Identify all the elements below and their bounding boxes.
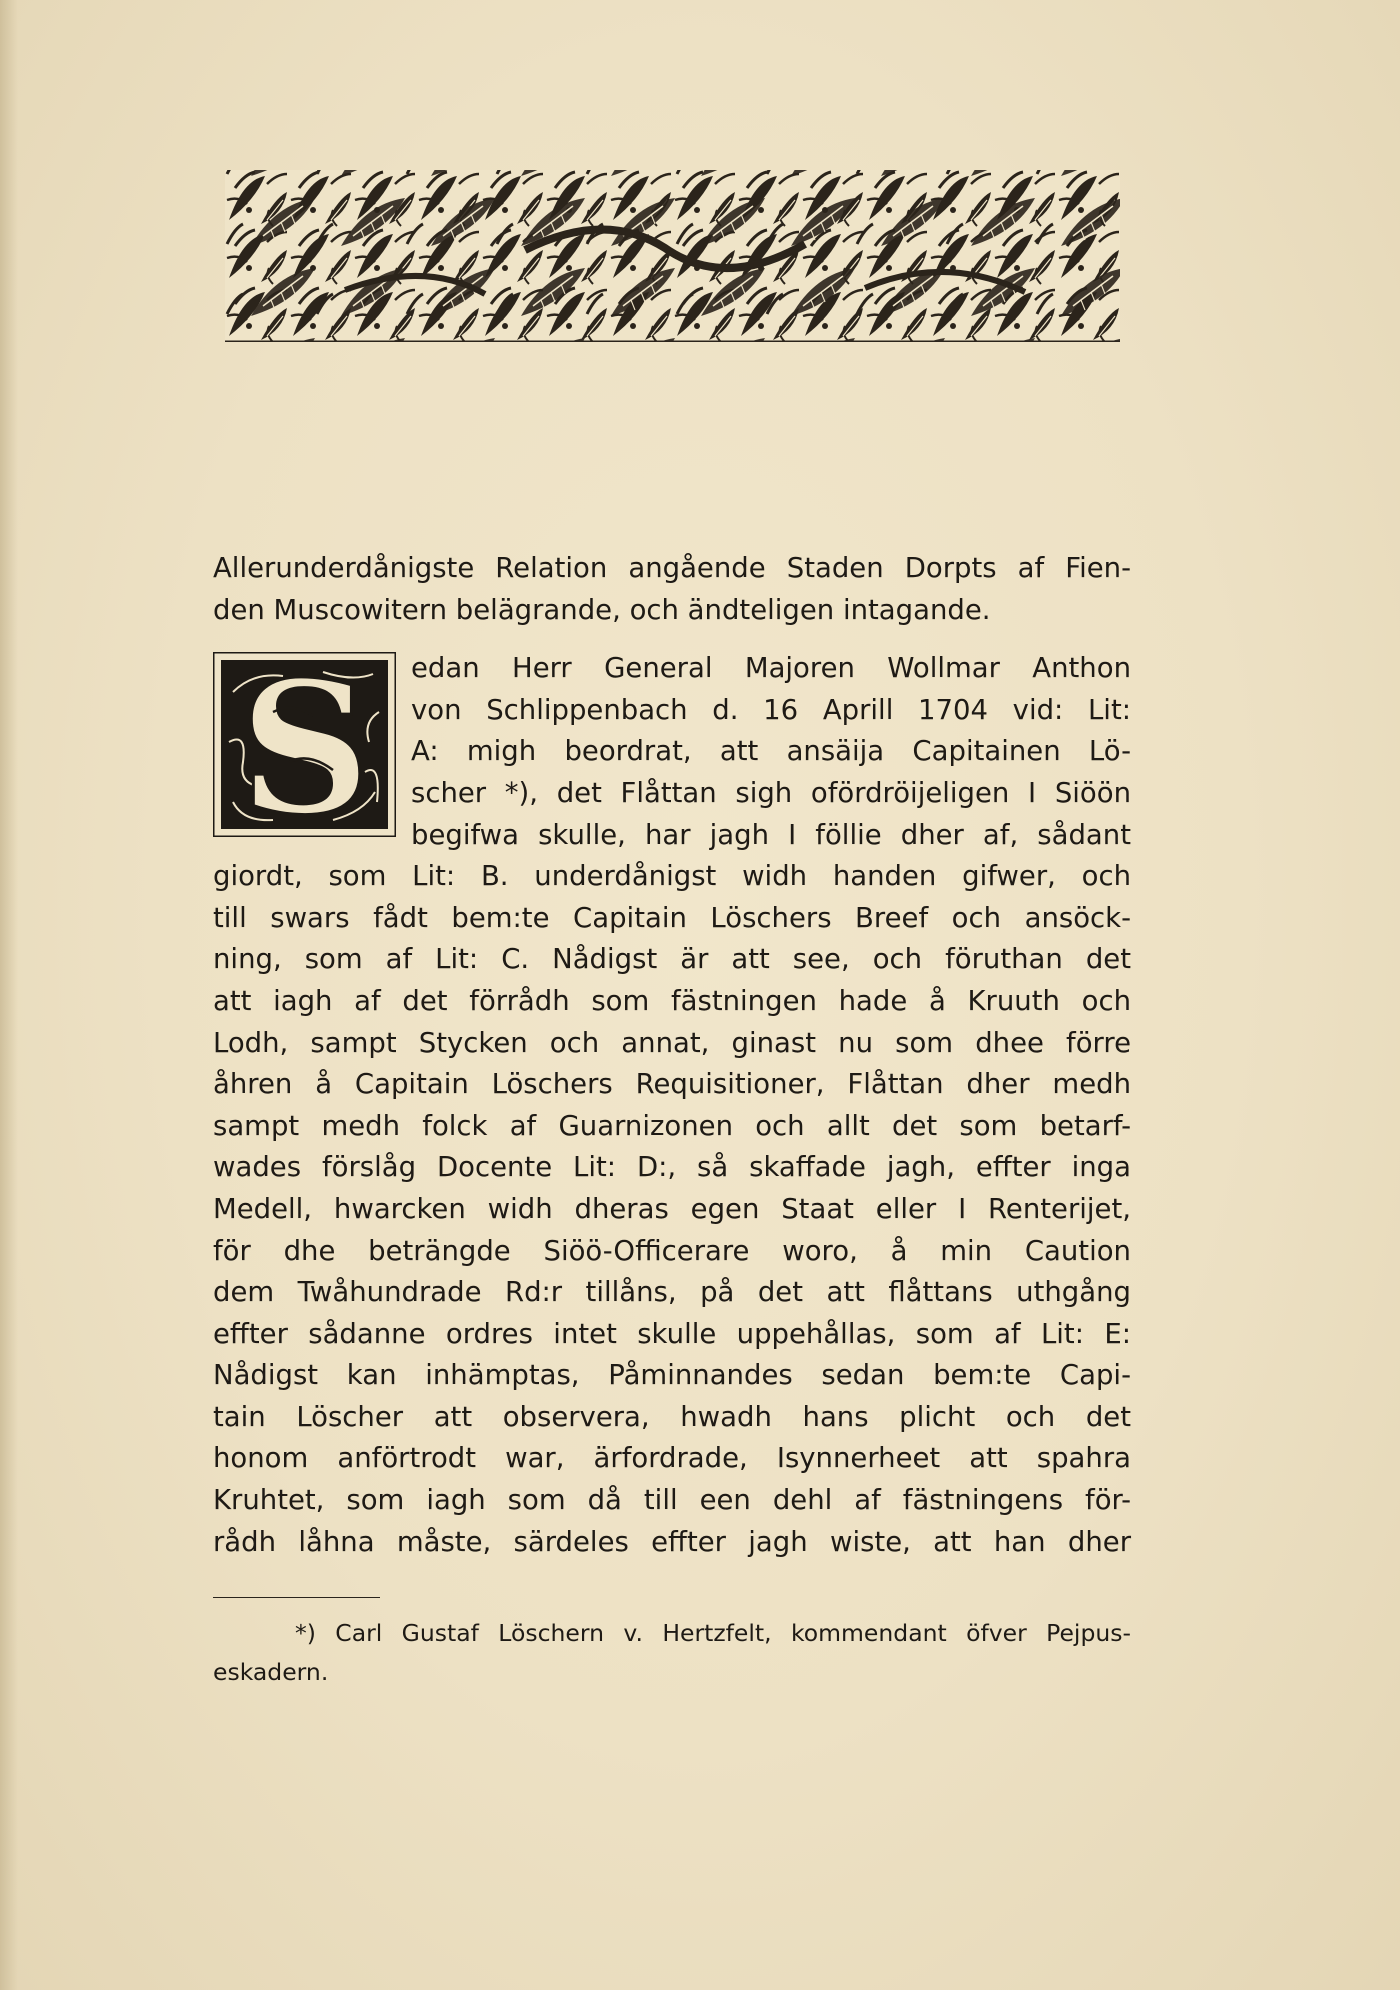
body-line-11: åhren å Capitain Löschers Requisitioner, Flåttan dher medh bbox=[213, 1068, 1131, 1101]
body-line-15: för dhe beträngde Siöö-Officerare woro, å min Caution bbox=[213, 1234, 1131, 1267]
headpiece-ornament bbox=[225, 170, 1120, 342]
body-line-17: effter sådanne ordres intet skulle uppehållas, som af Lit: E: bbox=[213, 1317, 1131, 1350]
body-line-16: dem Twåhundrade Rd:r tillåns, på det att flåttans uthgång bbox=[213, 1276, 1131, 1309]
text-block bbox=[213, 548, 1131, 1563]
footnote-line-2: eskadern. bbox=[213, 1658, 329, 1686]
body-line-7: till swars fådt bem:te Capitain Löschers Breef och ansöck- bbox=[213, 901, 1131, 934]
body-line-9: att iagh af det förrådh som fästningen hade å Kruuth och bbox=[213, 984, 1131, 1017]
body-line-19: tain Löscher att observera, hwadh hans plicht och det bbox=[213, 1400, 1131, 1433]
body-line-14: Medell, hwarcken widh dheras egen Staat eller I Renterijet, bbox=[213, 1192, 1131, 1225]
body-line-22: rådh låhna måste, särdeles effter jagh wiste, att han dher bbox=[213, 1525, 1131, 1558]
body-line-2: von Schlippenbach d. 16 Aprill 1704 vid: Lit: bbox=[411, 693, 1131, 726]
body-line-4: scher *), det Flåttan sigh ofördröijeligen I Siöön bbox=[411, 776, 1131, 809]
body-line-13: wades förslåg Docente Lit: D:, så skaffade jagh, effter inga bbox=[213, 1151, 1131, 1184]
body-line-3: A: migh beordrat, att ansäija Capitainen Lö- bbox=[411, 735, 1131, 768]
body-line-20: honom anförtrodt war, ärfordrade, Isynnerheet att spahra bbox=[213, 1442, 1131, 1475]
body-line-10: Lodh, sampt Stycken och annat, ginast nu som dhee förre bbox=[213, 1026, 1131, 1059]
heading-line-2: den Muscowitern belägrande, och ändteligen intagande. bbox=[213, 593, 991, 626]
body-paragraph bbox=[213, 648, 1131, 1563]
body-line-6: giordt, som Lit: B. underdånigst widh handen gifwer, och bbox=[213, 860, 1131, 893]
dropcap-s-ornament bbox=[213, 652, 396, 837]
body-line-8: ning, som af Lit: C. Nådigst är att see, och föruthan det bbox=[213, 943, 1131, 976]
body-line-5: begifwa skulle, har jagh I föllie dher af, sådant bbox=[411, 818, 1131, 851]
body-line-1: edan Herr General Majoren Wollmar Anthon bbox=[411, 652, 1131, 685]
svg-text:S: S bbox=[239, 652, 371, 838]
body-line-12: sampt medh folck af Guarnizonen och allt det som betarf- bbox=[213, 1109, 1131, 1142]
footnote bbox=[213, 1614, 1131, 1692]
footnote-rule bbox=[213, 1597, 380, 1598]
body-line-18: Nådigst kan inhämptas, Påminnandes sedan bem:te Capi- bbox=[213, 1359, 1131, 1392]
body-line-21: Kruhtet, som iagh som då till een dehl af fästningens för- bbox=[213, 1484, 1131, 1517]
footnote-line-1: *) Carl Gustaf Löschern v. Hertzfelt, kommendant öfver Pejpus- bbox=[295, 1619, 1131, 1647]
heading-line-1: Allerunderdånigste Relation angående Staden Dorpts af Fien- bbox=[213, 552, 1131, 584]
page-edge-shadow bbox=[0, 0, 18, 1990]
